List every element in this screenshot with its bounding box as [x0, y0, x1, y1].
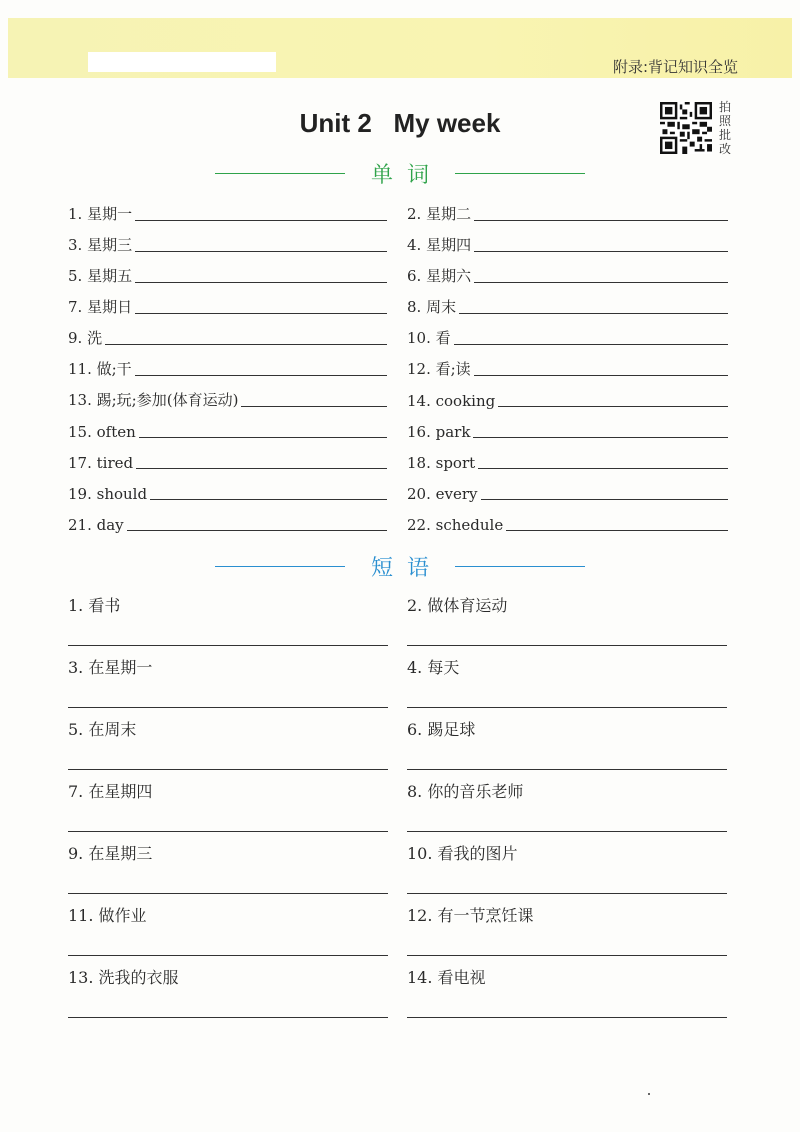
qr-code-icon[interactable] [660, 102, 712, 154]
word-item [407, 200, 728, 224]
phrase-item [68, 593, 388, 649]
word-item [68, 200, 387, 224]
word-prompt: 10. 看 [407, 329, 451, 347]
header-label: 附录:背记知识全览 [612, 58, 738, 76]
word-prompt: 1. 星期一 [68, 205, 133, 223]
word-item [407, 386, 728, 410]
phrase-prompt: 6. 踢足球 [407, 720, 476, 739]
answer-blank[interactable] [459, 296, 728, 314]
word-prompt: 21. day [68, 516, 124, 534]
answer-blank[interactable] [68, 831, 388, 832]
answer-blank[interactable] [473, 420, 728, 438]
answer-blank[interactable] [407, 769, 727, 770]
answer-blank[interactable] [68, 893, 388, 894]
answer-blank[interactable] [474, 203, 728, 221]
qr-caption: 拍照批改 [719, 100, 732, 156]
word-item [68, 417, 387, 441]
answer-blank[interactable] [481, 482, 729, 500]
answer-blank[interactable] [407, 707, 727, 708]
answer-blank[interactable] [241, 389, 387, 407]
word-prompt: 9. 洗 [68, 329, 103, 347]
word-prompt: 3. 星期三 [68, 236, 133, 254]
phrase-item [68, 965, 388, 1021]
word-item [407, 448, 728, 472]
answer-blank[interactable] [474, 265, 728, 283]
phrase-item [407, 717, 727, 773]
answer-blank[interactable] [68, 955, 388, 956]
word-item [68, 231, 387, 255]
answer-blank[interactable] [407, 1017, 727, 1018]
answer-blank[interactable] [139, 420, 387, 438]
phrase-prompt: 11. 做作业 [68, 906, 147, 925]
answer-blank[interactable] [474, 234, 728, 252]
word-prompt: 13. 踢;玩;参加(体育运动) [68, 391, 239, 409]
phrase-prompt: 9. 在星期三 [68, 844, 153, 863]
section-rule-right [455, 566, 585, 567]
section-rule-right [455, 173, 585, 174]
word-item [68, 355, 387, 379]
answer-blank[interactable] [407, 955, 727, 956]
answer-blank[interactable] [454, 327, 728, 345]
header-tab [88, 52, 276, 72]
phrase-item [407, 965, 727, 1021]
phrase-prompt: 2. 做体育运动 [407, 596, 508, 615]
word-item [407, 262, 728, 286]
answer-blank[interactable] [498, 389, 728, 407]
phrase-item [68, 903, 388, 959]
word-item [68, 262, 387, 286]
word-item [407, 479, 728, 503]
phrase-prompt: 3. 在星期一 [68, 658, 153, 677]
word-prompt: 20. every [407, 485, 478, 503]
word-prompt: 12. 看;读 [407, 360, 471, 378]
word-item [407, 324, 728, 348]
phrase-item [407, 779, 727, 835]
phrase-prompt: 4. 每天 [407, 658, 460, 677]
word-item [68, 510, 387, 534]
word-prompt: 5. 星期五 [68, 267, 133, 285]
answer-blank[interactable] [407, 645, 727, 646]
word-item [407, 510, 728, 534]
answer-blank[interactable] [135, 358, 387, 376]
phrase-item [407, 655, 727, 711]
answer-blank[interactable] [407, 893, 727, 894]
phrase-item [68, 779, 388, 835]
word-prompt: 15. often [68, 423, 136, 441]
phrase-item [68, 841, 388, 897]
phrase-prompt: 12. 有一节烹饪课 [407, 906, 534, 925]
answer-blank[interactable] [105, 327, 387, 345]
phrase-item [68, 717, 388, 773]
word-item [407, 231, 728, 255]
word-item [68, 386, 387, 410]
word-prompt: 7. 星期日 [68, 298, 133, 316]
answer-blank[interactable] [136, 451, 387, 469]
phrase-prompt: 10. 看我的图片 [407, 844, 518, 863]
answer-blank[interactable] [68, 1017, 388, 1018]
page-title: Unit 2 My week [299, 108, 501, 138]
answer-blank[interactable] [135, 203, 387, 221]
word-prompt: 2. 星期二 [407, 205, 472, 223]
word-item [68, 448, 387, 472]
answer-blank[interactable] [68, 645, 388, 646]
phrase-item [68, 655, 388, 711]
phrase-item [407, 841, 727, 897]
phrase-prompt: 7. 在星期四 [68, 782, 153, 801]
word-prompt: 16. park [407, 423, 471, 441]
phrase-prompt: 8. 你的音乐老师 [407, 782, 524, 801]
word-prompt: 18. sport [407, 454, 476, 472]
answer-blank[interactable] [150, 482, 387, 500]
answer-blank[interactable] [68, 707, 388, 708]
word-item [407, 417, 728, 441]
word-item [68, 324, 387, 348]
phrase-prompt: 14. 看电视 [407, 968, 486, 987]
word-item [407, 293, 728, 317]
word-prompt: 4. 星期四 [407, 236, 472, 254]
word-item [68, 293, 387, 317]
word-prompt: 19. should [68, 485, 148, 503]
answer-blank[interactable] [135, 296, 387, 314]
words-section-header [215, 158, 585, 188]
word-prompt: 14. cooking [407, 392, 496, 410]
word-prompt: 22. schedule [407, 516, 504, 534]
word-prompt: 8. 周末 [407, 298, 457, 316]
answer-blank[interactable] [478, 451, 728, 469]
phrase-item [407, 903, 727, 959]
phrase-item [407, 593, 727, 649]
answer-blank[interactable] [474, 358, 728, 376]
phrases-section-title: 短语 [370, 555, 443, 581]
word-prompt: 17. tired [68, 454, 134, 472]
answer-blank[interactable] [506, 513, 728, 531]
answer-blank[interactable] [68, 769, 388, 770]
phrases-section-header [215, 551, 585, 581]
print-speck [648, 1093, 650, 1095]
answer-blank[interactable] [127, 513, 387, 531]
word-prompt: 11. 做;干 [68, 360, 132, 378]
answer-blank[interactable] [407, 831, 727, 832]
words-section-title: 单词 [370, 162, 443, 188]
section-rule-left [215, 566, 345, 567]
answer-blank[interactable] [135, 265, 387, 283]
word-prompt: 6. 星期六 [407, 267, 472, 285]
word-item [407, 355, 728, 379]
phrase-prompt: 5. 在周末 [68, 720, 137, 739]
word-item [68, 479, 387, 503]
answer-blank[interactable] [135, 234, 387, 252]
section-rule-left [215, 173, 345, 174]
phrase-prompt: 1. 看书 [68, 596, 121, 615]
phrase-prompt: 13. 洗我的衣服 [68, 968, 179, 987]
